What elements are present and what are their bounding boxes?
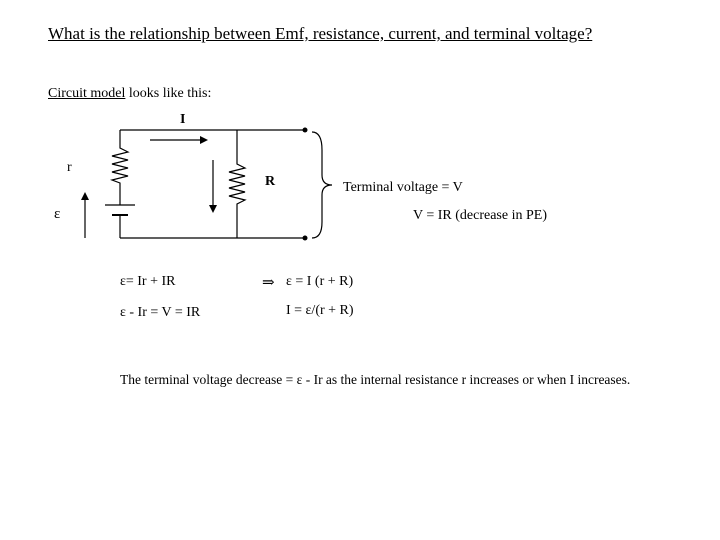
equation-4: I = ε/(r + R)	[286, 303, 354, 318]
current-arrow-head	[200, 136, 208, 144]
subtitle-underlined: Circuit model	[48, 86, 126, 101]
terminal-dot-top	[303, 128, 308, 133]
emf-label: ε	[54, 206, 61, 222]
equation-2: ε - Ir = V = IR	[120, 305, 201, 320]
emf-arrow-head	[81, 192, 89, 200]
internal-resistor	[112, 142, 128, 187]
v-equation: V = IR (decrease in PE)	[413, 208, 547, 223]
load-resistor	[229, 158, 245, 206]
terminal-voltage-label: Terminal voltage = V	[343, 180, 463, 195]
terminal-brace	[312, 132, 332, 238]
implies-symbol: ⇒	[262, 275, 275, 291]
internal-resistance-label: r	[67, 160, 72, 175]
current-arrow-down-head	[209, 205, 217, 213]
current-label: I	[180, 112, 186, 127]
equation-1: ε= Ir + IR	[120, 274, 176, 289]
equation-3: ε = I (r + R)	[286, 274, 354, 289]
load-resistance-label: R	[265, 174, 276, 189]
conclusion-text: The terminal voltage decrease = ε - Ir as the internal resistance r increases or when I increases.	[120, 372, 631, 387]
page-title: What is the relationship between Emf, resistance, current, and terminal voltage?	[48, 24, 593, 43]
terminal-dot-bottom	[303, 236, 308, 241]
subtitle-rest: looks like this:	[125, 86, 212, 101]
